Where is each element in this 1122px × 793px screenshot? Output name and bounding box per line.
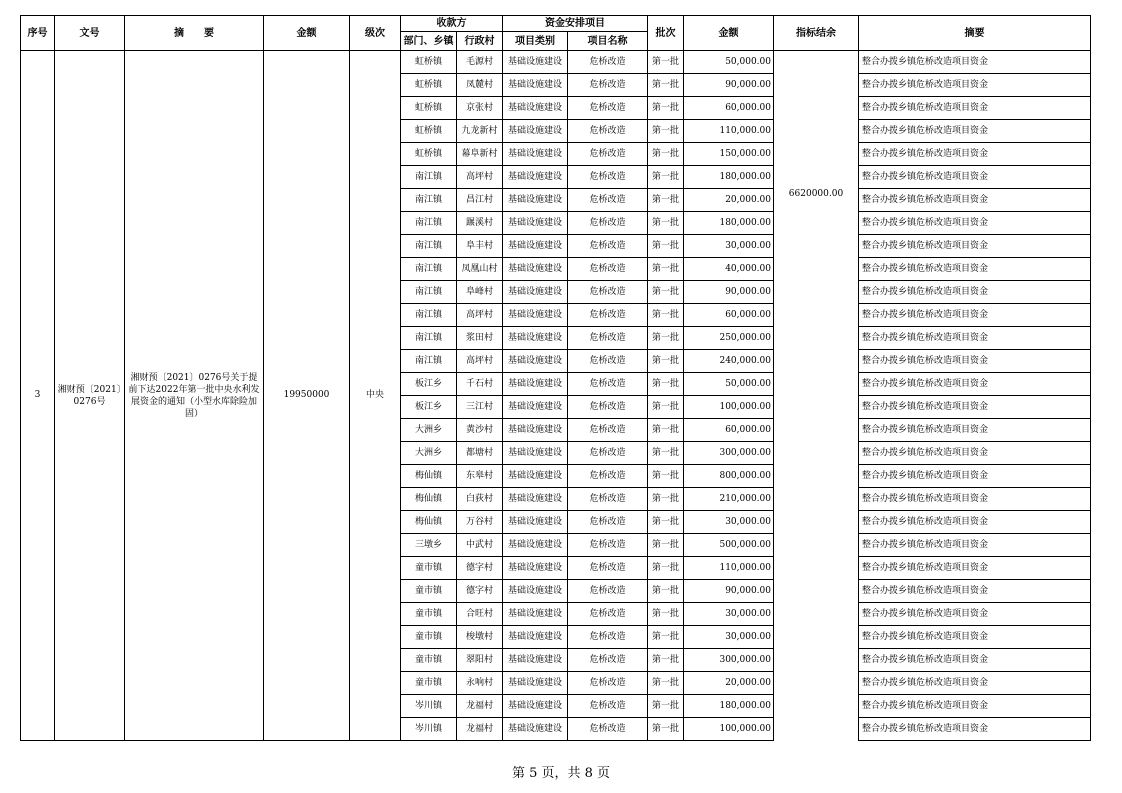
cell-batch: 第一批 [648,281,684,304]
cell-batch: 第一批 [648,143,684,166]
cell-village: 三江村 [457,396,503,419]
cell-project-name: 危桥改造 [568,97,648,120]
cell-remark: 整合办拨乡镇危桥改造项目资金 [859,212,1091,235]
header-fund-project: 资金安排项目 [503,16,648,32]
cell-village: 昌江村 [457,189,503,212]
cell-remark: 整合办拨乡镇危桥改造项目资金 [859,97,1091,120]
cell-village: 高坪村 [457,350,503,373]
cell-amount: 180,000.00 [684,212,774,235]
cell-village: 永响村 [457,672,503,695]
header-summary: 摘 要 [125,16,264,51]
cell-project-name: 危桥改造 [568,304,648,327]
cell-amount: 110,000.00 [684,557,774,580]
cell-remark: 整合办拨乡镇危桥改造项目资金 [859,511,1091,534]
cell-amount: 90,000.00 [684,74,774,97]
table-row [21,51,1091,74]
cell-amount: 30,000.00 [684,626,774,649]
cell-project-type: 基础设施建设 [503,649,568,672]
cell-batch: 第一批 [648,304,684,327]
page-number: 第 5 页，共 8 页 [511,766,611,781]
cell-project-type: 基础设施建设 [503,258,568,281]
cell-amount: 30,000.00 [684,511,774,534]
cell-amount: 240,000.00 [684,350,774,373]
cell-town: 大洲乡 [401,419,457,442]
cell-village: 万谷村 [457,511,503,534]
cell-project-name: 危桥改造 [568,511,648,534]
cell-batch: 第一批 [648,97,684,120]
cell-batch: 第一批 [648,258,684,281]
cell-town: 南江镇 [401,281,457,304]
cell-remark: 整合办拨乡镇危桥改造项目资金 [859,695,1091,718]
cell-town: 梅仙镇 [401,465,457,488]
cell-project-type: 基础设施建设 [503,672,568,695]
cell-project-type: 基础设施建设 [503,718,568,741]
cell-project-name: 危桥改造 [568,442,648,465]
cell-batch: 第一批 [648,488,684,511]
cell-town: 岑川镇 [401,695,457,718]
cell-town: 南江镇 [401,235,457,258]
cell-village: 阜丰村 [457,235,503,258]
cell-amount: 300,000.00 [684,649,774,672]
cell-remark: 整合办拨乡镇危桥改造项目资金 [859,626,1091,649]
cell-project-type: 基础设施建设 [503,189,568,212]
cell-town: 板江乡 [401,373,457,396]
cell-town: 虹桥镇 [401,74,457,97]
header-project-type: 项目类别 [503,32,568,51]
cell-batch: 第一批 [648,189,684,212]
cell-project-type: 基础设施建设 [503,235,568,258]
cell-project-name: 危桥改造 [568,143,648,166]
cell-batch: 第一批 [648,373,684,396]
cell-remark: 整合办拨乡镇危桥改造项目资金 [859,373,1091,396]
cell-batch: 第一批 [648,442,684,465]
cell-amount: 210,000.00 [684,488,774,511]
cell-remark: 整合办拨乡镇危桥改造项目资金 [859,396,1091,419]
cell-project-type: 基础设施建设 [503,488,568,511]
cell-batch: 第一批 [648,511,684,534]
cell-remark: 整合办拨乡镇危桥改造项目资金 [859,235,1091,258]
cell-town: 大洲乡 [401,442,457,465]
cell-project-type: 基础设施建设 [503,626,568,649]
cell-project-name: 危桥改造 [568,281,648,304]
cell-remark: 整合办拨乡镇危桥改造项目资金 [859,327,1091,350]
header-batch: 批次 [648,16,684,51]
cell-project-name: 危桥改造 [568,488,648,511]
allocation-table [20,15,1091,741]
cell-project-type: 基础设施建设 [503,212,568,235]
cell-remark: 整合办拨乡镇危桥改造项目资金 [859,166,1091,189]
cell-village: 浆田村 [457,327,503,350]
cell-amount: 30,000.00 [684,235,774,258]
cell-remark: 整合办拨乡镇危桥改造项目资金 [859,534,1091,557]
header-admin-village: 行政村 [457,32,503,51]
cell-project-type: 基础设施建设 [503,74,568,97]
cell-project-name: 危桥改造 [568,166,648,189]
cell-amount: 150,000.00 [684,143,774,166]
cell-batch: 第一批 [648,649,684,672]
cell-project-type: 基础设施建设 [503,511,568,534]
cell-amount: 90,000.00 [684,281,774,304]
header-amount: 金额 [264,16,350,51]
cell-project-name: 危桥改造 [568,74,648,97]
cell-project-type: 基础设施建设 [503,580,568,603]
group-seq: 3 [21,51,55,741]
cell-village: 德字村 [457,557,503,580]
group-level: 中央 [350,51,401,741]
cell-project-name: 危桥改造 [568,396,648,419]
cell-amount: 20,000.00 [684,189,774,212]
cell-town: 梅仙镇 [401,488,457,511]
table-body [21,51,1091,741]
cell-project-name: 危桥改造 [568,626,648,649]
cell-remark: 整合办拨乡镇危桥改造项目资金 [859,419,1091,442]
cell-village: 都塘村 [457,442,503,465]
cell-batch: 第一批 [648,350,684,373]
cell-batch: 第一批 [648,718,684,741]
cell-town: 虹桥镇 [401,120,457,143]
cell-project-type: 基础设施建设 [503,327,568,350]
cell-amount: 50,000.00 [684,373,774,396]
cell-village: 高坪村 [457,304,503,327]
cell-batch: 第一批 [648,396,684,419]
group-doc-no: 湘财预〔2021〕0276号 [55,51,125,741]
cell-project-name: 危桥改造 [568,350,648,373]
cell-remark: 整合办拨乡镇危桥改造项目资金 [859,672,1091,695]
cell-project-type: 基础设施建设 [503,695,568,718]
cell-project-type: 基础设施建设 [503,396,568,419]
cell-village: 翠阳村 [457,649,503,672]
cell-village: 中武村 [457,534,503,557]
cell-town: 童市镇 [401,626,457,649]
cell-village: 九龙新村 [457,120,503,143]
cell-project-name: 危桥改造 [568,212,648,235]
cell-project-name: 危桥改造 [568,534,648,557]
cell-project-name: 危桥改造 [568,235,648,258]
cell-batch: 第一批 [648,235,684,258]
cell-village: 合旺村 [457,603,503,626]
cell-amount: 300,000.00 [684,442,774,465]
cell-town: 童市镇 [401,557,457,580]
header-balance: 指标结余 [774,16,859,51]
cell-project-name: 危桥改造 [568,718,648,741]
cell-town: 虹桥镇 [401,143,457,166]
cell-batch: 第一批 [648,51,684,74]
cell-project-type: 基础设施建设 [503,442,568,465]
cell-village: 凤麓村 [457,74,503,97]
cell-amount: 60,000.00 [684,97,774,120]
cell-village: 阜峰村 [457,281,503,304]
cell-village: 毛源村 [457,51,503,74]
cell-amount: 60,000.00 [684,419,774,442]
cell-project-name: 危桥改造 [568,557,648,580]
cell-project-name: 危桥改造 [568,649,648,672]
cell-project-type: 基础设施建设 [503,51,568,74]
cell-project-name: 危桥改造 [568,672,648,695]
cell-project-type: 基础设施建设 [503,120,568,143]
cell-town: 三墩乡 [401,534,457,557]
cell-remark: 整合办拨乡镇危桥改造项目资金 [859,304,1091,327]
cell-town: 童市镇 [401,672,457,695]
header-alloc-amount: 金额 [684,16,774,51]
cell-remark: 整合办拨乡镇危桥改造项目资金 [859,143,1091,166]
cell-town: 南江镇 [401,258,457,281]
cell-town: 南江镇 [401,327,457,350]
cell-project-name: 危桥改造 [568,465,648,488]
cell-town: 童市镇 [401,603,457,626]
cell-amount: 90,000.00 [684,580,774,603]
cell-project-name: 危桥改造 [568,120,648,143]
cell-village: 白荻村 [457,488,503,511]
cell-village: 龙福村 [457,718,503,741]
cell-town: 南江镇 [401,166,457,189]
group-balance: 6620000.00 [774,51,859,741]
cell-project-type: 基础设施建设 [503,350,568,373]
cell-project-type: 基础设施建设 [503,97,568,120]
cell-batch: 第一批 [648,626,684,649]
cell-amount: 30,000.00 [684,603,774,626]
cell-remark: 整合办拨乡镇危桥改造项目资金 [859,120,1091,143]
cell-village: 京张村 [457,97,503,120]
cell-batch: 第一批 [648,74,684,97]
cell-project-type: 基础设施建设 [503,419,568,442]
cell-village: 梭墩村 [457,626,503,649]
cell-amount: 250,000.00 [684,327,774,350]
cell-amount: 800,000.00 [684,465,774,488]
cell-batch: 第一批 [648,465,684,488]
cell-project-type: 基础设施建设 [503,534,568,557]
cell-remark: 整合办拨乡镇危桥改造项目资金 [859,281,1091,304]
cell-remark: 整合办拨乡镇危桥改造项目资金 [859,718,1091,741]
cell-batch: 第一批 [648,534,684,557]
cell-batch: 第一批 [648,695,684,718]
cell-remark: 整合办拨乡镇危桥改造项目资金 [859,488,1091,511]
cell-batch: 第一批 [648,327,684,350]
cell-batch: 第一批 [648,557,684,580]
cell-village: 黄沙村 [457,419,503,442]
cell-town: 南江镇 [401,212,457,235]
cell-amount: 180,000.00 [684,695,774,718]
cell-project-type: 基础设施建设 [503,304,568,327]
cell-project-name: 危桥改造 [568,373,648,396]
header-remark: 摘要 [859,16,1091,51]
cell-batch: 第一批 [648,120,684,143]
cell-amount: 40,000.00 [684,258,774,281]
cell-village: 千石村 [457,373,503,396]
cell-town: 梅仙镇 [401,511,457,534]
cell-amount: 60,000.00 [684,304,774,327]
cell-project-type: 基础设施建设 [503,373,568,396]
cell-amount: 500,000.00 [684,534,774,557]
cell-remark: 整合办拨乡镇危桥改造项目资金 [859,580,1091,603]
cell-town: 虹桥镇 [401,51,457,74]
cell-town: 童市镇 [401,649,457,672]
cell-project-type: 基础设施建设 [503,143,568,166]
cell-project-name: 危桥改造 [568,603,648,626]
cell-project-name: 危桥改造 [568,51,648,74]
cell-remark: 整合办拨乡镇危桥改造项目资金 [859,350,1091,373]
cell-project-type: 基础设施建设 [503,166,568,189]
cell-amount: 110,000.00 [684,120,774,143]
cell-village: 蹍溪村 [457,212,503,235]
cell-town: 虹桥镇 [401,97,457,120]
group-summary: 湘财预〔2021〕0276号关于提前下达2022年第一批中央水利发展资金的通知（小型水库除险加固） [125,51,264,741]
cell-town: 童市镇 [401,580,457,603]
cell-project-type: 基础设施建设 [503,465,568,488]
group-amount: 19950000 [264,51,350,741]
cell-batch: 第一批 [648,212,684,235]
header-dept-town: 部门、乡镇 [401,32,457,51]
header-doc-no: 文号 [55,16,125,51]
cell-village: 高坪村 [457,166,503,189]
cell-batch: 第一批 [648,603,684,626]
header-level: 级次 [350,16,401,51]
cell-project-name: 危桥改造 [568,258,648,281]
cell-project-type: 基础设施建设 [503,603,568,626]
cell-amount: 180,000.00 [684,166,774,189]
cell-remark: 整合办拨乡镇危桥改造项目资金 [859,442,1091,465]
cell-town: 南江镇 [401,350,457,373]
cell-village: 德字村 [457,580,503,603]
cell-remark: 整合办拨乡镇危桥改造项目资金 [859,74,1091,97]
cell-village: 东皋村 [457,465,503,488]
cell-project-name: 危桥改造 [568,580,648,603]
header-project-name: 项目名称 [568,32,648,51]
cell-amount: 50,000.00 [684,51,774,74]
cell-village: 龙福村 [457,695,503,718]
cell-batch: 第一批 [648,419,684,442]
cell-project-name: 危桥改造 [568,327,648,350]
cell-amount: 100,000.00 [684,396,774,419]
cell-town: 板江乡 [401,396,457,419]
cell-project-type: 基础设施建设 [503,281,568,304]
cell-amount: 20,000.00 [684,672,774,695]
cell-remark: 整合办拨乡镇危桥改造项目资金 [859,603,1091,626]
cell-project-name: 危桥改造 [568,189,648,212]
header-seq: 序号 [21,16,55,51]
cell-village: 幕阜新村 [457,143,503,166]
cell-town: 南江镇 [401,189,457,212]
header-payee: 收款方 [401,16,503,32]
cell-project-name: 危桥改造 [568,695,648,718]
cell-remark: 整合办拨乡镇危桥改造项目资金 [859,258,1091,281]
cell-remark: 整合办拨乡镇危桥改造项目资金 [859,557,1091,580]
cell-batch: 第一批 [648,672,684,695]
cell-project-type: 基础设施建设 [503,557,568,580]
cell-remark: 整合办拨乡镇危桥改造项目资金 [859,649,1091,672]
cell-project-name: 危桥改造 [568,419,648,442]
cell-town: 南江镇 [401,304,457,327]
cell-town: 岑川镇 [401,718,457,741]
cell-amount: 100,000.00 [684,718,774,741]
cell-batch: 第一批 [648,166,684,189]
cell-village: 凤凰山村 [457,258,503,281]
cell-remark: 整合办拨乡镇危桥改造项目资金 [859,189,1091,212]
cell-batch: 第一批 [648,580,684,603]
cell-remark: 整合办拨乡镇危桥改造项目资金 [859,51,1091,74]
cell-remark: 整合办拨乡镇危桥改造项目资金 [859,465,1091,488]
